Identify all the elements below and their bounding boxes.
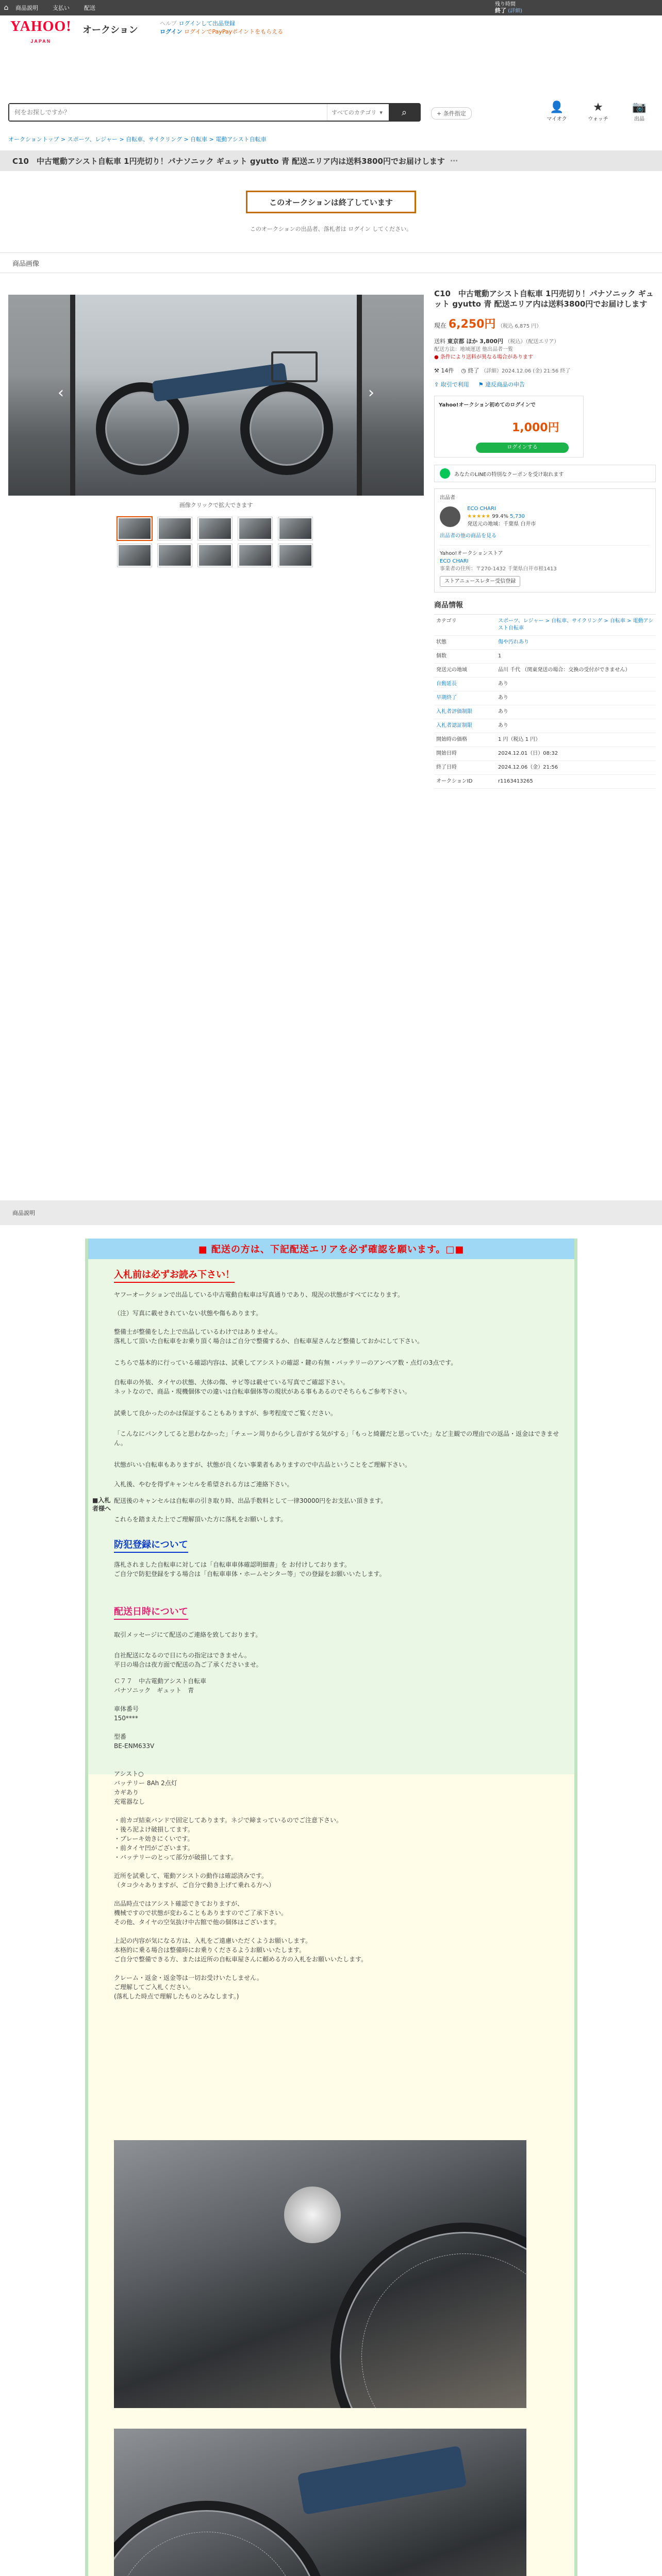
myauction-label: マイオク [547,116,567,122]
info-value[interactable]: スポーツ、レジャー > 自転車、サイクリング > 自転車 > 電動アシスト自転車 [496,615,656,636]
product-info-heading: 商品情報 [434,600,656,615]
thumbnail[interactable] [158,517,192,540]
info-value: 2024.12.01（日）08:32 [496,747,656,761]
share-label: 取引で利用 [440,381,469,388]
desc-para: 整備士が整備をした上で出品しているわけではありません。 落札して頂いた自転車をお乗り頂く場合はご自分で整備するか、自転車屋さんなど整備しておかにして下さい。 [114,1328,424,1345]
info-row [434,650,656,664]
info-key: オークションID [434,775,496,789]
price-tax: （税込 6,875 円） [498,324,542,329]
info-key[interactable]: 自動延長 [434,677,496,691]
chevron-right-icon[interactable]: › [368,383,374,402]
info-row [434,705,656,719]
desc-para: これらを踏まえた上でご理解頂いた方に落札をお願いします。 [114,1516,287,1523]
seller-rating: 99.4% [492,514,508,519]
search-bar [8,103,421,122]
seller-label: 出品者 [440,495,455,501]
top-bar [0,0,662,15]
login-link[interactable]: ログイン [160,28,183,35]
shipping-method: 配送方法：地域運送 他出品者一覧 [434,347,514,352]
seller-avatar[interactable] [440,506,460,527]
bike-frame [297,2446,467,2515]
rating-stars-icon: ★★★★★ [467,514,491,519]
listing-link[interactable]: ログインして出品登録 [178,20,235,27]
shipping-note[interactable]: （税込）（配送エリア） [505,339,559,345]
remaining-detail-link[interactable]: (詳細) [508,8,522,14]
bike-basket [271,351,318,382]
store-label: Yahoo!オークションストア [440,551,503,556]
description-section-header [0,1200,662,1225]
report-link[interactable] [478,380,525,388]
info-key[interactable]: 入札者認証制限 [434,719,496,733]
thumbnail[interactable] [118,517,152,540]
info-row [434,677,656,691]
product-image-heading: 商品画像 [12,260,40,268]
price-label: 現在 [434,322,447,329]
conditions-button[interactable]: + 条件指定 [431,107,472,120]
hammer-icon: ⚒ [434,367,439,374]
yahoo-logo[interactable] [10,20,72,48]
search-button[interactable] [389,104,420,121]
info-value[interactable]: 傷や汚れあり [496,636,656,650]
anti-theft-heading: 防犯登録について [114,1537,188,1553]
sell-label: 出品 [634,116,644,122]
thumbnail[interactable] [278,517,312,540]
service-name[interactable]: オークション [82,25,138,36]
thumbnail[interactable] [198,517,232,540]
description-heading: 商品説明 [12,1210,35,1216]
search-input[interactable] [9,104,327,121]
description-photo [114,2140,526,2408]
end-time-note: （詳細）2024.12.06 (金) 21:56 終了 [481,368,571,374]
info-key: 状態 [434,636,496,650]
header-links [160,20,283,36]
paypay-point-link[interactable]: ログインでPayPayポイントをもらえる [184,28,284,35]
shipping-label: 送料 [434,338,445,345]
image-gallery[interactable] [8,295,424,496]
search-icon: ⌕ [401,107,407,118]
remaining-label: 残り時間 [495,2,516,7]
logo-text: YAHOO! [10,19,72,35]
thumbnail[interactable] [278,544,312,567]
more-icon[interactable]: ⋯ [450,156,458,165]
tab-description[interactable]: 商品説明 [15,5,38,11]
desc-para: 取引メッセージにて配送のご連絡を致しております。 [114,1631,262,1638]
item-spec: Ｃ７７ 中古電動アシスト自転車 パナソニック ギュット 青 車体番号 150**** 型番 BE-ENM633V アシスト○ バッテリー 8Ah 2点灯 カギあり 充電器なし ・前カゴ結束バンドで固定してあります。ネジで締まっているのでご注意下さい。 ・後ろ泥よけ破損してます。 ・ブレーキ効きにくいです。 ・前タイヤ凹がございます。 ・バッテリーのとって部分が破損してます。 近所を試乗して、電動アシストの動作は確認済みです。 （タコ少々ありますが、ご自分で動き上げて乗れる方へ） 出品時点ではアシスト確認できておりますが、 機械ですので状態が変わることもありますのでご了承下さい。 その他、タイヤの空気抜け中古館で他の個体はございます。 上記の内容が気になる方は、入札をご遠慮いただくようお願いします。 本格的に乗る場合は整備時にお乗りくださるようお願いいたします。 ご自分で整備できる方、または近所の自転車屋さんに頼める方の入札をお願いいたします。 クレーム・返金・返金等は一切お受けいたしません。 ご理解してご入札ください。 (落札した時点で理解したものとみなします。) [114,1677,368,2000]
seller-other-items-link[interactable]: 出品者の他の商品を見る [440,533,496,539]
seller-box [434,488,656,592]
product-image-section-header [0,252,662,273]
info-key[interactable]: 入札者評価制限 [434,705,496,719]
action-links [434,380,656,388]
line-icon [440,468,450,479]
info-key: 終了日時 [434,761,496,775]
info-value: あり [496,719,656,733]
page-title-bar [0,150,662,171]
thumbnail[interactable] [118,544,152,567]
tab-shipping[interactable]: 配送 [84,5,95,11]
info-key[interactable]: 早期終了 [434,691,496,705]
info-value: あり [496,677,656,691]
thumbnail[interactable] [198,544,232,567]
price-row [434,315,656,331]
desc-para: （注）写真に載せきれていない状態や傷もあります。 [114,1310,262,1317]
sell-button[interactable] [619,101,660,122]
product-info-table [434,615,656,789]
bid-meta [434,366,656,375]
info-value: 1 [496,650,656,664]
info-row [434,733,656,747]
thumbnail-list [118,517,313,567]
header-icons [536,101,660,122]
delivery-date-heading: 配送日時について [114,1604,188,1620]
info-value: r1163413265 [496,775,656,789]
seller-review-count[interactable]: 5,730 [510,514,525,519]
page-title: C10 中古電動アシスト自転車 1円売切り！パナソニック ギュット gyutto 青 配送エリア内は送料3800円でお届けします [12,156,445,166]
info-row [434,615,656,636]
share-icon: ⇪ [434,381,439,388]
shipping-info [434,337,656,361]
current-price: 6,250円 [448,318,496,331]
shipping-condition-note: ● 条件により送料が異なる場合があります [434,354,533,360]
desc-para: 状態がいい自転車もありますが、状態が良くない事業者もありますので中古品ということをご理解下さい。 [114,1461,411,1468]
info-key: 個数 [434,650,496,664]
bike-front-wheel [240,382,333,475]
info-key: 開始日時 [434,747,496,761]
promo-amount: 1,000円 [512,421,559,434]
back-icon[interactable]: ⌂ [4,4,9,12]
logo-sub: JAPAN [30,39,52,44]
remaining-time [495,2,522,14]
ended-login-note: このオークションの出品者、落札者は ログイン してください。 [250,226,412,232]
desc-para: 自転車の外装、タイヤの状態、大体の傷、サビ等は載せている写真でご確認下さい。 ネットなので、商品・現機個体での違いは自転車個体等の現状がある事もあるのでそちらもご参考下さい。 [114,1379,411,1395]
auction-ended-box: このオークションは終了しています [246,191,416,213]
desc-para: 自社配送になるので日にちの指定はできません。 平日の場合は夜方面で配送の為ご了承くださいませ。 [114,1652,262,1668]
info-key: 発送元の地域 [434,664,496,677]
description-banner: ■ 配送の方は、下記配送エリアを必ず確認を願います。□■ [88,1239,574,1259]
info-value: あり [496,705,656,719]
must-read-heading: 入札前は必ずお読み下さい！ [114,1267,235,1283]
desc-para: 落札されました自転車に対しては「自転車車体確認明細書」を お付けしております。 ご自分で防犯登録をする場合は「自転車車体・ホームセンター等」での登録をお願いいたします。 [114,1561,386,1578]
info-key: カテゴリ [434,615,496,636]
description-body [85,1239,577,2576]
tab-payment[interactable]: 支払い [53,5,70,11]
category-label: すべてのカテゴリ [332,109,377,116]
info-row [434,761,656,775]
chevron-left-icon[interactable]: ‹ [58,383,64,402]
login-promo-ad[interactable] [434,396,584,457]
chevron-down-icon: ▾ [379,109,383,116]
main-photo[interactable] [75,295,357,496]
info-value: 1 円（税込 1 円） [496,733,656,747]
description-photo [114,2429,526,2576]
desc-para: ヤフーオークションで出品している中古電動自転車は写真通りであり、現況の状態がすべてになります。 [114,1291,404,1298]
category-select[interactable] [327,104,389,121]
desc-para: 配送後のキャンセルは自転車の引き取り時、出品手数料として一律30000円をお支払い頂きます。 [114,1497,387,1504]
info-row [434,664,656,677]
product-summary [434,289,656,789]
bidder-side-label: ■入札者様へ [92,1497,111,1512]
info-row [434,747,656,761]
myauction-button[interactable] [536,101,577,122]
store-address: 事業者の住所：〒270-1432 千葉県白井市根1413 [440,566,557,572]
desc-para: 試乗して良かったのかは保証することもありますが、参考程度でご覧ください。 [114,1410,337,1417]
thumbnail[interactable] [238,517,272,540]
thumbnail[interactable] [158,544,192,567]
remaining-value: 終了 [495,7,506,14]
thumbnail[interactable] [238,544,272,567]
desc-para: こちらで基本的に行っている確認内容は、試乗してアシストの確認・鍵の有無・バッテリーのアンペア数・点灯の3点です。 [114,1359,457,1366]
product-title: C10 中古電動アシスト自転車 1円売切り！パナソニック ギュット gyutto 青 配送エリア内は送料3800円でお届けします [434,289,654,309]
seller-location: 発送元の地域：千葉県 白井市 [467,521,536,527]
newsletter-button[interactable]: ストアニュースレター受信登録 [440,576,520,587]
watchlist-label: ウォッチ [588,116,608,122]
info-row [434,775,656,789]
line-coupon-banner[interactable] [434,465,656,482]
info-key: 開始時の価格 [434,733,496,747]
info-value: 品川 千代 （関東発送の場合：交換の受付ができません） [496,664,656,677]
line-coupon-text: あなたのLINEの特別なクーポンを受け取れます [454,471,564,478]
store-name-link[interactable]: ECO CHARI [440,558,469,564]
clock-icon: ◷ [461,367,466,374]
desc-para: 入札後、やむを得ずキャンセルを希望される方はご連絡下さい。 [114,1481,293,1488]
star-icon: ★ [593,101,603,114]
info-row [434,691,656,705]
user-icon: 👤 [550,101,564,114]
report-label: 違反商品の申告 [485,381,525,388]
gallery-caption: 画像クリックで拡大できます [179,502,253,509]
watchlist-button[interactable] [577,101,619,122]
share-link[interactable] [434,380,469,388]
camera-icon: 📷 [632,101,647,114]
promo-text: Yahoo!オークション初めてのログインで [439,402,536,408]
bid-count[interactable]: 14件 [441,367,454,374]
info-value: あり [496,691,656,705]
shipping-value: 東京都 ほか 3,800円 [447,338,503,345]
flag-icon: ⚑ [478,381,484,388]
info-value: 2024.12.06（金）21:56 [496,761,656,775]
desc-para: 「こんなにパンクしてると思わなかった」「チェーン周りから少し音がする気がする」「もっと綺麗だと思っていた」など主観での理由での返品・返金はできません。 [114,1430,559,1447]
info-row [434,636,656,650]
breadcrumb[interactable]: オークショントップ > スポーツ、レジャー > 自転車、サイクリング > 自転車 > 電動アシスト自転車 [8,136,267,143]
time-status: 終了 [468,367,479,374]
headlight [284,2187,341,2243]
help-link[interactable]: ヘルプ [160,20,177,27]
seller-name-link[interactable]: ECO CHARI [467,506,496,512]
info-row [434,719,656,733]
promo-login-button[interactable]: ログインする [476,443,569,453]
